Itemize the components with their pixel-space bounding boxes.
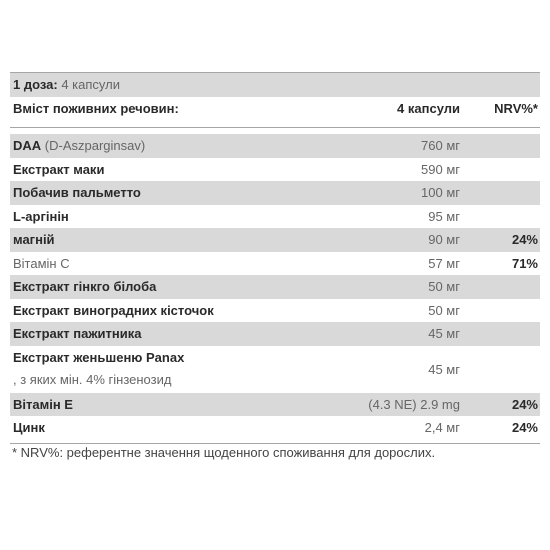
table-row (10, 299, 540, 323)
table-row (10, 205, 540, 229)
row-amount: 57 мг (428, 255, 460, 271)
row-amount: 45 мг (428, 326, 460, 342)
footnote: * NRV%: референтне значення щоденного споживання для дорослих. (12, 445, 436, 460)
header-name: Вміст поживних речовин: (13, 100, 179, 116)
row-nrv: 24% (511, 396, 538, 412)
table-row (10, 346, 540, 393)
row-subline: , з яких мін. 4% гінзенозид (13, 372, 172, 387)
table-row (10, 134, 540, 158)
row-name: L-аргінін (13, 208, 69, 224)
row-amount: 100 мг (421, 185, 460, 201)
row-nrv: 24% (511, 232, 538, 248)
header-divider (10, 127, 540, 128)
row-amount: 50 мг (428, 279, 460, 295)
dose-row (10, 73, 540, 97)
table-row (10, 228, 540, 252)
row-amount: 95 мг (428, 208, 460, 224)
table-row (10, 158, 540, 182)
row-amount: 590 мг (421, 161, 460, 177)
row-name: DAA (13, 138, 42, 154)
dose-label: 1 доза: (13, 77, 58, 93)
row-amount: 760 мг (421, 138, 460, 154)
row-amount: 2,4 мг (424, 420, 460, 436)
header-nrv: NRV%* (494, 100, 538, 116)
dose-value: 4 капсули (61, 77, 120, 93)
row-amount: 45 мг (428, 361, 460, 377)
row-name: магній (13, 232, 55, 248)
row-name: Екстракт маки (13, 161, 105, 177)
row-name: Екстракт женьшеню Panax (13, 350, 185, 365)
row-amount: 50 мг (428, 302, 460, 318)
row-nrv: 71% (511, 255, 538, 271)
header-amount: 4 капсули (397, 100, 460, 116)
row-name: Цинк (13, 420, 45, 436)
table-row (10, 181, 540, 205)
row-extra: (D-Aszparginsav) (44, 138, 146, 154)
table-row (10, 252, 540, 276)
table-row (10, 416, 540, 440)
bottom-border (10, 443, 540, 444)
row-name: Вітамін E (13, 396, 73, 412)
row-nrv: 24% (511, 420, 538, 436)
row-name: Вітамін С (13, 255, 70, 271)
table-row (10, 275, 540, 299)
row-name: Побачив пальметто (13, 185, 141, 201)
row-amount: 90 мг (428, 232, 460, 248)
table-row (10, 393, 540, 417)
row-name: Екстракт пажитника (13, 326, 142, 342)
row-name: Екстракт виноградних кісточок (13, 302, 214, 318)
header-row (10, 97, 540, 121)
row-name: Екстракт гінкго білоба (13, 279, 157, 295)
table-row (10, 322, 540, 346)
row-amount: (4.3 NE) 2.9 mg (368, 396, 460, 412)
